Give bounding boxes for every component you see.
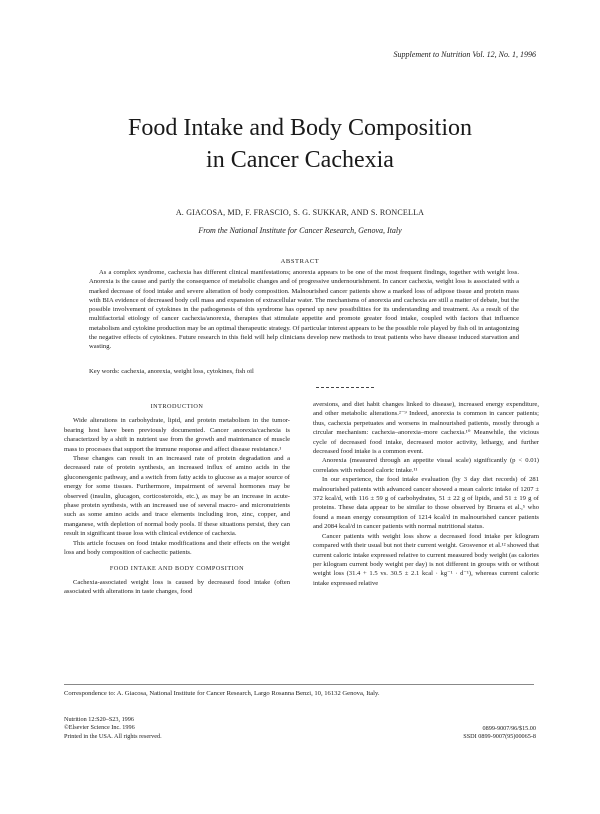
paragraph: This article focuses on food intake modifications and their effects on the weight loss and body composition of cachectic patients. (64, 539, 290, 557)
footer-citation: Nutrition 12:S20–S23, 1996 (64, 716, 134, 723)
journal-header: Supplement to Nutrition Vol. 12, No. 1, 1996 (393, 50, 536, 59)
footer-issn: 0899-9007/96/$15.00 (482, 725, 536, 732)
paragraph: Anorexia (measured through an appetite visual scale) significantly (p < 0.01) correlates with reduced caloric intake.¹¹ (313, 457, 539, 474)
author-list: A. GIACOSA, MD, F. FRASCIO, S. G. SUKKAR, AND S. RONCELLA (175, 208, 425, 217)
paragraph: These changes can result in an increased rate of protein degradation and a decreased rate of protein synthesis, an increased influx of amino acids in the gluconeogenic pathway, and a switch from fatty acids to glucose as a major source of energy for some tissues. Furthermore, impairment of several hormones may be observed (insulin, glucagon, corticosteroids, etc.), as may be an increase in acute-phase protein synthesis, with an increased use of several macro- and micronutrients such as some amino acids and trace elements including iron, zinc, copper, and manganese, with depletion of normal body pools. If these situations persist, they can result in significant tissue loss with clinical evidence of cachexia. (64, 455, 290, 538)
correspondence-footnote: Correspondence to: A. Giacosa, National Institute for Cancer Research, Largo Rosanna Benzi, 10, 16132 Genova, Italy. (64, 684, 534, 697)
paragraph: Cachexia-associated weight loss is caused by decreased food intake (often associated with alterations in taste changes, food (64, 578, 290, 596)
abstract-heading: ABSTRACT (280, 258, 320, 265)
right-column (313, 400, 539, 588)
footer-printed: Printed in the USA. All rights reserved. (64, 732, 162, 740)
title-line-1: Food Intake and Body Composition (128, 115, 472, 141)
section-heading-food-intake: FOOD INTAKE AND BODY COMPOSITION (109, 564, 245, 572)
abstract-text: As a complex syndrome, cachexia has different clinical manifestations; anorexia appears to be one of the most frequent findings, together with weight loss. Anorexia is the cause and partly the consequence of metabolic changes and of progressive undernourishment. In cancer cachexia, weight loss is associated with a marked decrease of food intake and severe alteration of body composition. Malnourished cancer patients show a marked loss of adipose tissue and protein mass with BIA evidence of decreased body cell mass and expansion of extracellular water. The mechanisms of anorexia and cachexia are still a matter of debate, but the possible involvement of cytokines in the pathogenesis of this syndrome has opened up new possibilities for its understanding and treatment. As a result of the multifactorial etiology of cancer cachexia/anorexia, therapies that stimulate appetite and promote greater food intake, coupled with factors that influence metabolism and cytokine production may be an optimal therapeutic strategy. Of particular interest appears to be the possible role played by fish oil in antagonizing the negative effects of cytokines. Future research in this field will help clinicians develop new methods to treat patients who have disease induced starvation and wasting. (89, 269, 519, 351)
paragraph: Wide alterations in carbohydrate, lipid, and protein metabolism in the tumor-bearing host have been previously documented. Cancer anorexia/cachexia is characterized by a shift in nutrient use from the growth and maintenance of muscle mass to processes that support the immune response and affect disease resistance.¹ (64, 417, 290, 453)
paragraph: In our experience, the food intake evaluation (by 3 day diet records) of 281 malnourished patients with advanced cancer showed a mean caloric intake of 1207 ± 372 kcal/d, with 116 ± 59 g of carbohydrates, 51 ± 22 g of lipids, and 51 ± 19 g of proteins. These data appear to be similar to those observed by Bruera et al.,⁵ who found a mean energy consumption of 1214 kcal/d in malnourished cancer patients and 2084 kcal/d in cancer patients with normal nutritional status. (313, 476, 539, 531)
title-line-2: in Cancer Cachexia (206, 147, 394, 173)
footer-copyright: ©Elsevier Science Inc. 1996 (64, 724, 135, 732)
article-title (0, 112, 600, 176)
footer-citation-block (64, 716, 162, 741)
section-divider (316, 387, 374, 388)
keywords: Key words: cachexia, anorexia, weight loss, cytokines, fish oil (89, 368, 254, 375)
paragraph: Cancer patients with weight loss show a decreased food intake per kilogram compared with their usual but not their current weight. Grosvenor et al.¹² showed that current caloric intake expressed relative to current measured body weight (as calories per kilogram current body weight per day) is not different in groups with or without weight loss (31.4 + 1.5 vs. 30.5 ± 2.1 kcal · kg⁻¹ · d⁻¹), whereas current caloric intake expressed relative (313, 532, 539, 587)
footer-identifiers (463, 725, 536, 742)
left-column (64, 400, 290, 597)
paragraph: aversions, and diet habit changes linked to disease), increased energy expenditure, and other metabolic alterations.²⁻⁹ Indeed, anorexia is common in cancer patients; thus, cachexia perpetuates and worsens in malnourished patients, mostly through a circular mechanism: cachexia–anorexia–more cachexia.¹⁰ Meanwhile, the vicious cycle of decreased food intake, decreased motor activity, lethargy, and further decreased food intake is a common event. (313, 401, 539, 456)
affiliation: From the National Institute for Cancer Research, Genova, Italy (198, 226, 402, 235)
footer-ssdi: SSDI 0899-9007(95)00065-8 (463, 733, 536, 741)
section-heading-introduction: INTRODUCTION (150, 403, 204, 410)
